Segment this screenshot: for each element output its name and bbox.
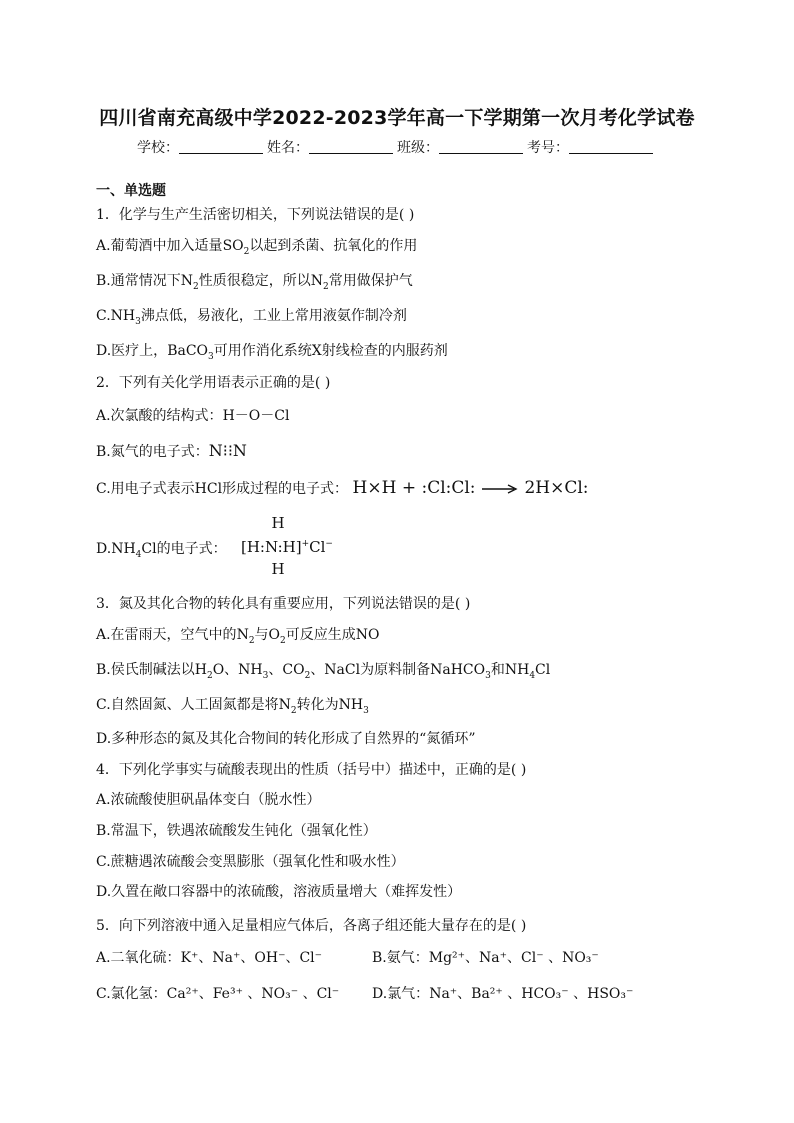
q1-option-b: B.通常情况下$N_2$性质很稳定，所以$N_2$常用做保护气	[96, 273, 413, 292]
school-label: 学校：	[137, 140, 179, 156]
hcl-product: 2H×Cl:	[524, 478, 589, 498]
q1-stem: 1．化学与生产生活密切相关，下列说法错误的是( )	[96, 207, 415, 223]
section-heading: 一、单选题	[96, 183, 166, 199]
q5-option-a: A.二氧化硫：K⁺、Na⁺、OH⁻、Cl⁻	[96, 950, 323, 966]
name-label: 姓名：	[267, 140, 309, 156]
q1-option-c: $C.NH_3$沸点低，易液化，工业上常用液氨作制冷剂	[96, 308, 407, 327]
q2-option-d: $D.NH_4Cl$的电子式：	[96, 541, 227, 560]
q1-option-a: A.葡萄酒中加入适量$SO_2$以起到杀菌、抗氧化的作用	[96, 238, 418, 257]
ammonium-h-bottom: H	[271, 560, 285, 578]
q5-stem: 5．向下列溶液中通入足量相应气体后，各离子组还能大量存在的是( )	[96, 918, 527, 934]
q5-option-c: C.氯化氢：Ca²⁺、Fe³⁺ 、NO₃⁻ 、Cl⁻	[96, 986, 340, 1002]
number-label: 考号：	[527, 140, 569, 156]
ammonium-h-top: H	[271, 514, 285, 532]
q2-stem: 2．下列有关化学用语表示正确的是( )	[96, 375, 331, 391]
q2-option-c: C.用电子式表示HCl形成过程的电子式： H×H + :Cl:Cl: 2H×Cl:	[96, 478, 589, 498]
q2-option-a: A.次氯酸的结构式：H－O－Cl	[96, 408, 290, 424]
q3-option-d: D.多种形态的氮及其化合物间的转化形成了自然界的“氮循环”	[96, 731, 476, 747]
exam-page: 四川省南充高级中学2022-2023学年高一下学期第一次月考化学试卷 学校： 姓名： 班级： 考号： 一、单选题 1．化学与生产生活密切相关，下列说法错误的是( ) A.葡萄酒中加入适量$SO_2$以起到杀菌、抗氧化的作用 B.通常情况下$N_2$性质很稳定，所以$N_2$常用做保护气 $C.NH_3$沸点低，易液化，工业上常用液氨作制冷剂 D.医疗上，BaCO$_3$可用作消化系统X射线检查的内服药剂 2．下列有关化学用语表示正确的是( ) A.次氯酸的结构式：H－O－Cl B.氮气的电子式：N⁝⁝N C.用电子式表示HCl形成过程的电子式： H×H + :Cl:Cl: 2H×Cl: $D.NH_4Cl$的电子式： H [H:N:H]+Cl− H 3．氮及其化合物的转化具有重要应用，下列说法错误的是( ) A.在雷雨天，空气中的$N_2$与$O_2$可反应生成NO B.侯氏制碱法以$H_2O$、$NH_3$、$CO_2$、NaCl为原料制备NaHCO$_3$和$NH_4Cl$ C.自然固氮、人工固氮都是将$N_2$转化为$NH_3$ D.多种形态的氮及其化合物间的转化形成了自然界的“氮循环” 4．下列化学事实与硫酸表现出的性质（括号中）描述中，正确的是( ) A.浓硫酸使胆矾晶体变白（脱水性） B.常温下，铁遇浓硫酸发生钝化（强氧化性） C.蔗糖遇浓硫酸会变黑膨胀（强氧化性和吸水性） D.久置在敞口容器中的浓硫酸，溶液质量增大（难挥发性） 5．向下列溶液中通入足量相应气体后，各离子组还能大量存在的是( ) A.二氧化硫：K⁺、Na⁺、OH⁻、Cl⁻ B.氨气：Mg²⁺、Na⁺、Cl⁻ 、NO₃⁻ C.氯化氢：Ca²⁺、Fe³⁺ 、NO₃⁻ 、Cl⁻ D.氯气：Na⁺、Ba²⁺ 、HCO₃⁻ 、HSO₃⁻	[0, 0, 794, 1123]
q4-stem: 4．下列化学事实与硫酸表现出的性质（括号中）描述中，正确的是( )	[96, 762, 527, 778]
hcl-reactants: H×H + :Cl:Cl:	[352, 478, 476, 498]
q4-option-d: D.久置在敞口容器中的浓硫酸，溶液质量增大（难挥发性）	[96, 884, 462, 900]
number-blank[interactable]	[569, 139, 653, 154]
class-label: 班级：	[397, 140, 439, 156]
q3-option-b: B.侯氏制碱法以$H_2O$、$NH_3$、$CO_2$、NaCl为原料制备NaHCO$_3$和$NH_4Cl$	[96, 662, 551, 681]
name-blank[interactable]	[309, 139, 393, 154]
school-blank[interactable]	[179, 139, 263, 154]
q5-option-d: D.氯气：Na⁺、Ba²⁺ 、HCO₃⁻ 、HSO₃⁻	[372, 986, 634, 1002]
page-title: 四川省南充高级中学2022-2023学年高一下学期第一次月考化学试卷	[99, 107, 695, 129]
student-info-line	[0, 137, 794, 157]
q4-option-b: B.常温下，铁遇浓硫酸发生钝化（强氧化性）	[96, 823, 377, 839]
q5-option-b: B.氨气：Mg²⁺、Na⁺、Cl⁻ 、NO₃⁻	[372, 950, 599, 966]
q3-option-a: A.在雷雨天，空气中的$N_2$与$O_2$可反应生成NO	[96, 627, 380, 646]
q3-option-c: C.自然固氮、人工固氮都是将$N_2$转化为$NH_3$	[96, 697, 369, 716]
q3-stem: 3．氮及其化合物的转化具有重要应用，下列说法错误的是( )	[96, 596, 471, 612]
q4-option-c: C.蔗糖遇浓硫酸会变黑膨胀（强氧化性和吸水性）	[96, 854, 405, 870]
nitrogen-electron-formula: N⁝⁝N	[208, 441, 247, 460]
class-blank[interactable]	[439, 139, 523, 154]
reaction-arrow-icon	[480, 484, 520, 494]
q2-option-b: B.氮气的电子式：N⁝⁝N	[96, 441, 247, 460]
hypochlorous-formula: H－O－Cl	[222, 408, 290, 424]
q4-option-a: A.浓硫酸使胆矾晶体变白（脱水性）	[96, 792, 321, 808]
q1-option-d: D.医疗上，BaCO$_3$可用作消化系统X射线检查的内服药剂	[96, 343, 448, 362]
